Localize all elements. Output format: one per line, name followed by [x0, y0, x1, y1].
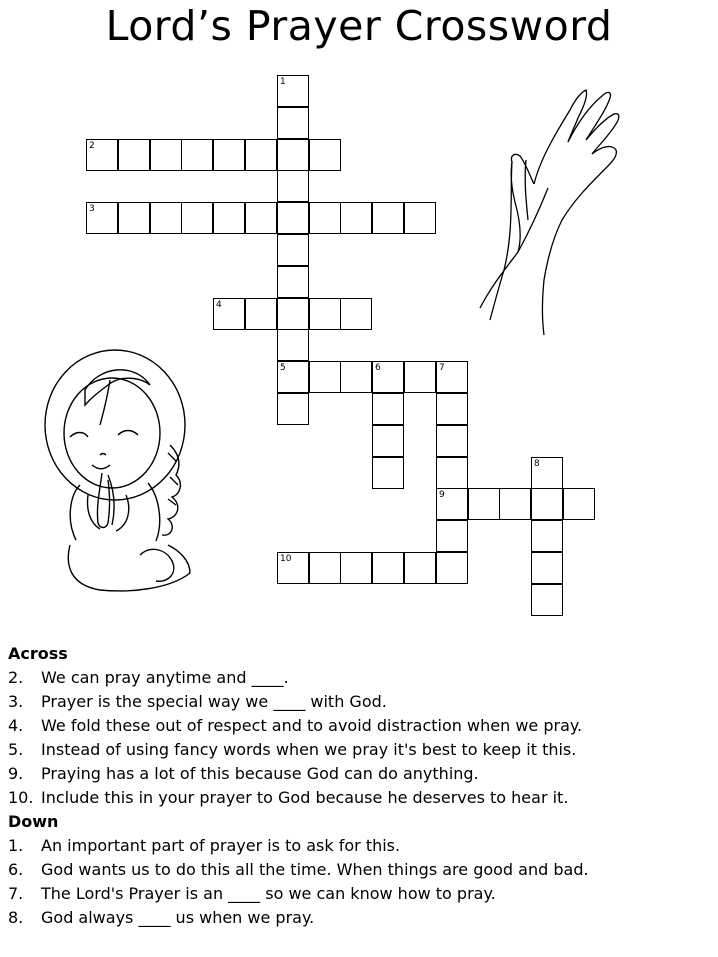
grid-cell[interactable] [436, 393, 468, 425]
grid-cell[interactable] [277, 361, 309, 393]
grid-cell[interactable] [436, 488, 468, 520]
grid-cell[interactable] [86, 202, 118, 234]
grid-cell[interactable] [531, 552, 563, 584]
grid-cell[interactable] [372, 457, 404, 489]
clue-num: 2. [8, 668, 24, 687]
down-clue [8, 834, 708, 858]
across-clue [8, 762, 708, 786]
grid-cell[interactable] [340, 552, 372, 584]
grid-cell[interactable] [213, 139, 245, 171]
clue-text: Praying has a lot of this because God can do anything. [41, 764, 479, 783]
down-heading: Down [8, 812, 59, 831]
grid-cell[interactable] [181, 139, 213, 171]
grid-cell[interactable] [563, 488, 595, 520]
clue-text: We fold these out of respect and to avoid distraction when we pray. [41, 716, 583, 735]
across-clue [8, 666, 708, 690]
clue-text: The Lord's Prayer is an ____ so we can know how to pray. [41, 884, 496, 903]
grid-cell[interactable] [468, 488, 500, 520]
grid-cell[interactable] [213, 298, 245, 330]
across-clue [8, 786, 708, 810]
across-clue [8, 738, 708, 762]
grid-cell[interactable] [309, 552, 341, 584]
clue-number: 5 [280, 363, 286, 373]
clue-number: 7 [439, 363, 445, 373]
clue-number: 9 [439, 490, 445, 500]
grid-cell[interactable] [372, 552, 404, 584]
clue-num: 3. [8, 692, 24, 711]
clue-text: Prayer is the special way we ____ with God. [41, 692, 387, 711]
clue-number: 2 [89, 141, 95, 151]
grid-cell[interactable] [531, 584, 563, 616]
grid-cell[interactable] [245, 202, 277, 234]
clue-text: We can pray anytime and ____. [41, 668, 289, 687]
grid-cell[interactable] [436, 552, 468, 584]
grid-cell[interactable] [118, 202, 150, 234]
grid-cell[interactable] [277, 139, 309, 171]
clue-number: 4 [216, 300, 222, 310]
grid-cell[interactable] [277, 266, 309, 298]
clue-number: 1 [280, 77, 286, 87]
grid-cell[interactable] [277, 329, 309, 361]
down-clue [8, 858, 708, 882]
grid-cell[interactable] [340, 298, 372, 330]
grid-cell[interactable] [499, 488, 531, 520]
down-clue [8, 882, 708, 906]
clues-section [8, 642, 708, 930]
across-clue [8, 690, 708, 714]
grid-cell[interactable] [404, 552, 436, 584]
grid-cell[interactable] [277, 75, 309, 107]
clue-num: 8. [8, 908, 24, 927]
clue-num: 1. [8, 836, 24, 855]
grid-cell[interactable] [309, 139, 341, 171]
clue-number: 6 [375, 363, 381, 373]
grid-cell[interactable] [150, 139, 182, 171]
grid-cell[interactable] [277, 107, 309, 139]
clue-num: 5. [8, 740, 24, 759]
grid-cell[interactable] [404, 202, 436, 234]
down-clue [8, 906, 708, 930]
grid-cell[interactable] [277, 552, 309, 584]
clue-num: 9. [8, 764, 24, 783]
clue-text: God wants us to do this all the time. When things are good and bad. [41, 860, 589, 879]
clue-text: God always ____ us when we pray. [41, 908, 315, 927]
grid-cell[interactable] [277, 170, 309, 202]
grid-cell[interactable] [436, 425, 468, 457]
clue-text: Include this in your prayer to God because he deserves to hear it. [41, 788, 569, 807]
praying-hands-icon [470, 80, 620, 345]
grid-cell[interactable] [372, 361, 404, 393]
grid-cell[interactable] [181, 202, 213, 234]
across-clue [8, 714, 708, 738]
grid-cell[interactable] [372, 425, 404, 457]
grid-cell[interactable] [245, 298, 277, 330]
page-title: Lord’s Prayer Crossword [105, 2, 613, 50]
grid-cell[interactable] [277, 202, 309, 234]
grid-cell[interactable] [531, 520, 563, 552]
clue-num: 10. [8, 788, 34, 807]
clue-number: 10 [280, 554, 292, 564]
grid-cell[interactable] [213, 202, 245, 234]
clue-num: 4. [8, 716, 24, 735]
grid-cell[interactable] [309, 361, 341, 393]
across-clue-list [8, 666, 708, 810]
grid-cell[interactable] [150, 202, 182, 234]
grid-cell[interactable] [86, 139, 118, 171]
grid-cell[interactable] [531, 457, 563, 489]
grid-cell[interactable] [277, 234, 309, 266]
grid-cell[interactable] [436, 361, 468, 393]
clue-text: An important part of prayer is to ask for this. [41, 836, 401, 855]
down-clue-list [8, 834, 708, 930]
grid-cell[interactable] [277, 298, 309, 330]
praying-girl-icon [40, 345, 200, 600]
grid-cell[interactable] [277, 393, 309, 425]
grid-cell[interactable] [404, 361, 436, 393]
grid-cell[interactable] [245, 139, 277, 171]
grid-cell[interactable] [436, 520, 468, 552]
grid-cell[interactable] [340, 361, 372, 393]
grid-cell[interactable] [309, 202, 341, 234]
clue-num: 7. [8, 884, 24, 903]
grid-cell[interactable] [309, 298, 341, 330]
grid-cell[interactable] [340, 202, 372, 234]
clue-text: Instead of using fancy words when we pray it's best to keep it this. [41, 740, 577, 759]
grid-cell[interactable] [118, 139, 150, 171]
grid-cell[interactable] [436, 457, 468, 489]
clue-number: 3 [89, 204, 95, 214]
grid-cell[interactable] [531, 488, 563, 520]
across-heading: Across [8, 644, 68, 663]
clue-number: 8 [534, 459, 540, 469]
clue-num: 6. [8, 860, 24, 879]
grid-cell[interactable] [372, 202, 404, 234]
grid-cell[interactable] [372, 393, 404, 425]
